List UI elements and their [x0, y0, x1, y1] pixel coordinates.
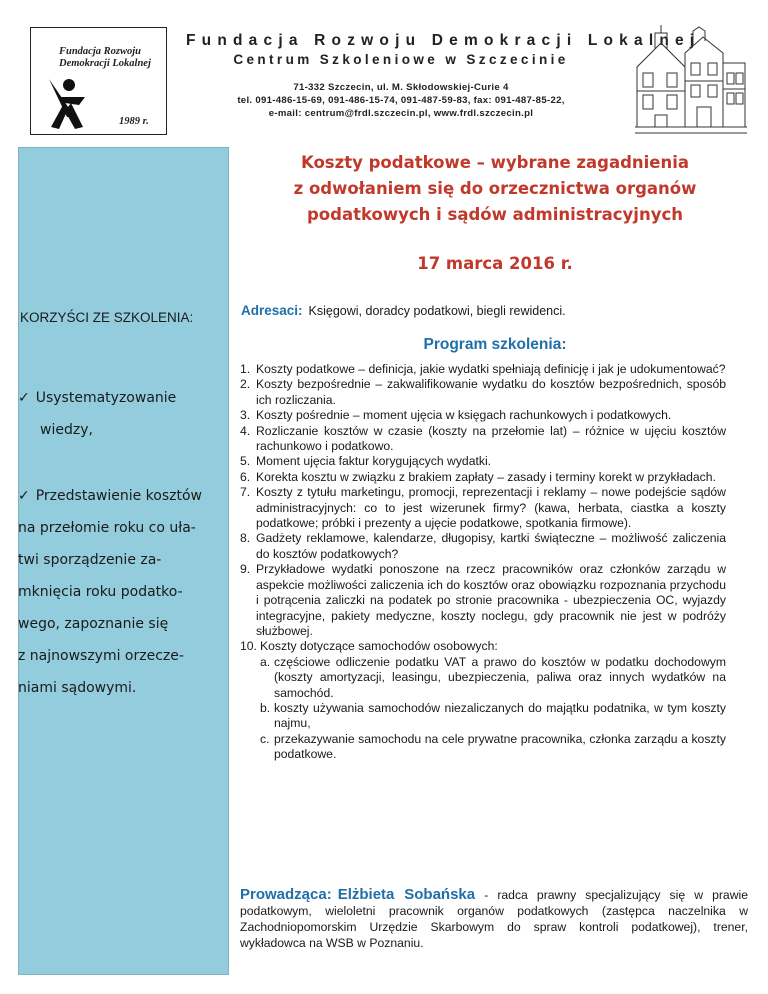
trainer-label: Prowadząca:: [240, 886, 332, 903]
list-item: 10. Koszty dotyczące samochodów osobowych:: [240, 639, 498, 654]
program-list: [240, 362, 726, 763]
sub-list-item: a. częściowe odliczenie podatku VAT a prawo do kosztów w podatku dochodowym (koszty amortyzacji, leasingu, ubezpieczenia, paliwa oraz innych wydatków na samochód.: [260, 654, 726, 700]
sub-list-item: b. koszty używania samochodów niezaliczanych do majątku podatnika, w tym koszty najmu,: [260, 700, 726, 731]
phone-numbers: tel. 091-486-15-69, 091-486-15-74, 091-487-59-83, fax: 091-487-85-22,: [237, 95, 565, 106]
postal-address: 71-332 Szczecin, ul. M. Skłodowskiej-Curie 4: [293, 82, 509, 93]
list-item: 3. Koszty pośrednie – moment ujęcia w księgach rachunkowych i podatkowych.: [240, 408, 672, 423]
checkmark-icon: ✓: [18, 390, 30, 406]
program-heading: Program szkolenia:: [423, 336, 567, 353]
benefit-item-1: ✓ Usystematyzowanie wiedzy,: [18, 390, 177, 438]
addressees-text: Księgowi, doradcy podatkowi, biegli rewidenci.: [308, 304, 566, 318]
trainer-bio: - radca prawny specjalizujący się w prawie podatkowym, wieloletni pracownik organów podatkowych (zastępca naczelnika w Zachodniopomorskim Urzędzie Skarbowym do spraw kontroli podatkowej), trener, wykładowca na WSB w Poznaniu.: [240, 888, 749, 950]
running-figure-icon: [45, 73, 93, 131]
trainer-name: Elżbieta Sobańska: [337, 886, 476, 903]
organization-name: Fundacja Rozwoju Demokracji Lokalnej: [186, 32, 701, 49]
training-title: Koszty podatkowe – wybrane zagadnienia z odwołaniem się do orzecznictwa organów podatkowych i sądów administracyjnych: [293, 153, 697, 224]
list-item: 8. Gadżety reklamowe, kalendarze, długopisy, kartki świąteczne – możliwość zaliczenia do kosztów podatkowych?: [240, 531, 726, 561]
list-item: 2. Koszty bezpośrednie – zakwalifikowanie wydatku do kosztów bezpośrednich, sposób ich rozliczania.: [240, 377, 726, 407]
list-item: 9. Przykładowe wydatki ponoszone na rzecz pracowników oraz członków zarządu w aspekcie możliwości zaliczenia ich do kosztów oraz obowiązku rozpoznania przychodu i potrącenia zaliczki na podatek po stronie pracownika - ubezpieczenia OC, wyjazdy integracyjne, pakiety medyczne, koszty noclegu, gdy pracownik nie jest w podróży służbowej.: [240, 562, 726, 638]
email-website: e-mail: centrum@frdl.szczecin.pl, www.frdl.szczecin.pl: [268, 108, 534, 119]
organization-unit: Centrum Szkoleniowe w Szczecinie: [233, 52, 569, 67]
logo-text: Fundacja Rozwoju Demokracji Lokalnej: [59, 46, 151, 69]
sub-list-item: c. przekazywanie samochodu na cele prywatne pracownika, członka zarządu a koszty podatkowe.: [260, 731, 726, 762]
list-item: 5. Moment ujęcia faktur korygujących wydatki.: [240, 454, 492, 469]
logo-year: 1989 r.: [119, 116, 149, 127]
benefit-item-2: ✓ Przedstawienie kosztów na przełomie roku co uła- twi sporządzenie za- mknięcia roku podatko- wego, zapoznanie się z najnowszymi orzecze- niami sądowymi.: [18, 488, 202, 696]
addressees-line: [241, 303, 566, 318]
checkmark-icon: ✓: [18, 488, 30, 504]
list-item: 4. Rozliczanie kosztów w czasie (koszty na przełomie lat) – różnice w ujęciu kosztów rachunkowo i podatkowo.: [240, 423, 726, 454]
list-item: 1. Koszty podatkowe – definicja, jakie wydatki spełniają definicję i jak je udokumentować?: [240, 362, 726, 376]
training-date: 17 marca 2016 r.: [417, 254, 573, 273]
foundation-logo: [30, 27, 167, 135]
list-item: 6. Korekta kosztu w związku z brakiem zapłaty – zasady i terminy korekt w przykładach.: [240, 469, 716, 484]
trainer-info: [240, 887, 748, 951]
benefits-heading: KORZYŚCI ZE SZKOLENIA:: [20, 310, 194, 325]
addressees-label: Adresaci:: [241, 303, 303, 318]
list-item: 7. Koszty z tytułu marketingu, promocji, reprezentacji i reklamy – nowe podejście sądów administracyjnych: co to jest wizerunek firmy? (kawa, herbata, ciastka a koszty podatkowe; próbki i prezenty a ujęcie podatkowe, spotkania firmowe).: [240, 485, 726, 531]
building-illustration: [633, 23, 749, 137]
